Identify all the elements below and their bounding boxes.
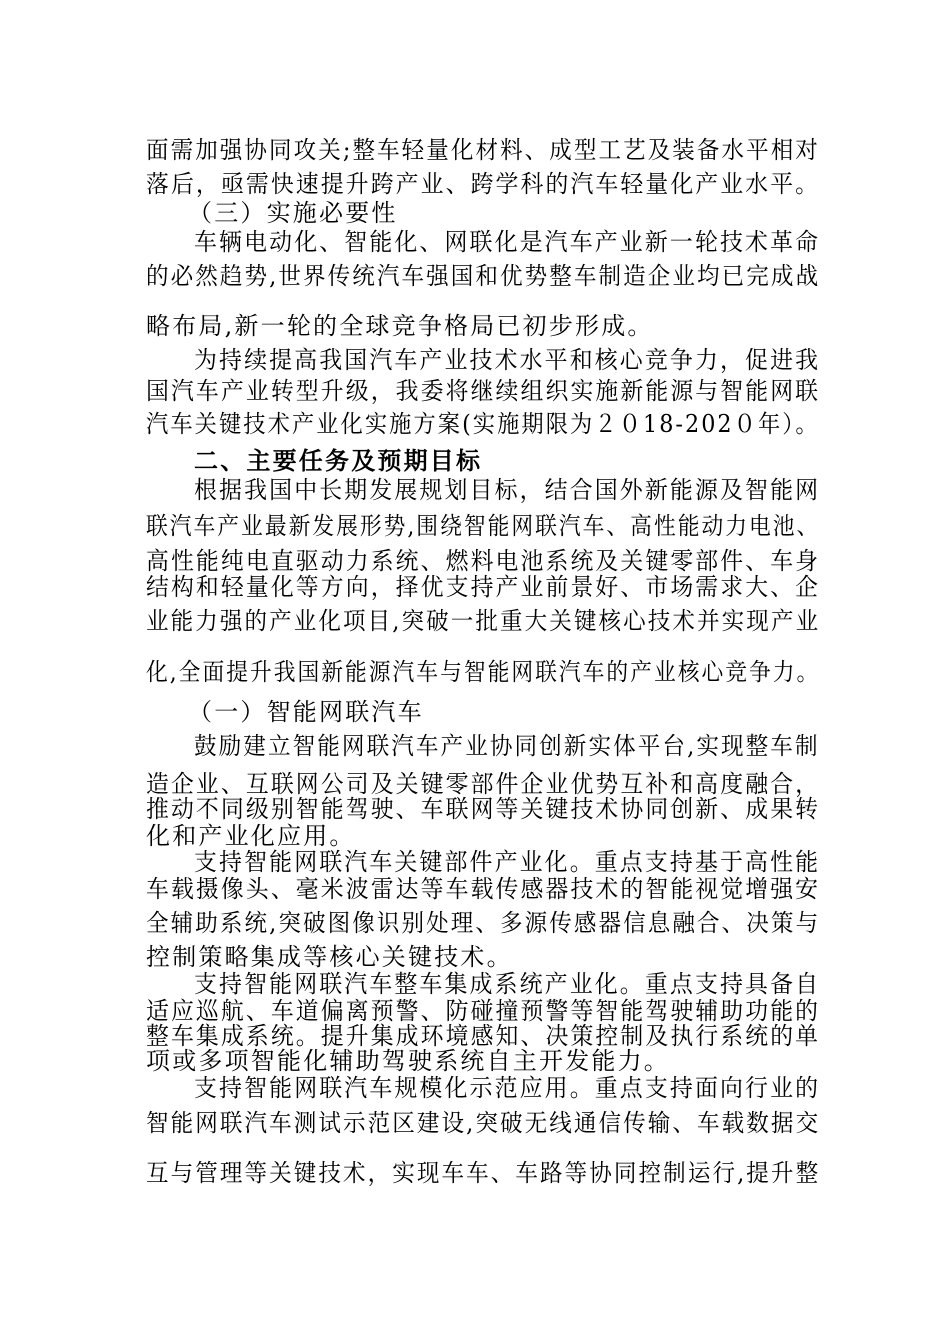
text-line: 面需加强协同攻关;整车轻量化材料、成型工艺及装备水平相对 (146, 136, 820, 164)
text-line: 联汽车产业最新发展形势,围绕智能网联汽车、高性能动力电池、 (146, 512, 821, 540)
text-line: 控制策略集成等核心关键技术。 (146, 943, 513, 971)
text-line: 业能力强的产业化项目,突破一批重大关键核心技术并实现产业 (146, 607, 821, 635)
text-line: 落后，亟需快速提升跨产业、跨学科的汽车轻量化产业水平。 (146, 170, 821, 198)
text-line: 适应巡航、车道偏离预警、防碰撞预警等智能驾驶辅助功能的 (146, 997, 821, 1025)
text-line: 为持续提高我国汽车产业技术水平和核心竞争力，促进我 (194, 346, 821, 374)
text-line: 支持智能网联汽车规模化示范应用。重点支持面向行业的 (194, 1074, 821, 1102)
text-line: 国汽车产业转型升级，我委将继续组织实施新能源与智能网联 (146, 377, 821, 405)
text-line: 造企业、互联网公司及关键零部件企业优势互补和高度融合， (146, 770, 821, 798)
chapter-heading: 二、主要任务及预期目标 (194, 446, 483, 475)
text-line: 鼓励建立智能网联汽车产业协同创新实体平台,实现整车制 (194, 732, 820, 760)
text-line: 推动不同级别智能驾驶、车联网等关键技术协同创新、成果转 (146, 795, 821, 823)
section-heading: （一）智能网联汽车 (188, 698, 424, 726)
text-line: 支持智能网联汽车整车集成系统产业化。重点支持具备自 (194, 970, 821, 998)
text-line: 整车集成系统。提升集成环境感知、决策控制及执行系统的单 (146, 1022, 821, 1050)
text-line: 根据我国中长期发展规划目标，结合国外新能源及智能网 (194, 476, 821, 504)
text-line: 的必然趋势,世界传统汽车强国和优势整车制造企业均已完成战 (146, 262, 821, 290)
text-line: 项或多项智能化辅助驾驶系统自主开发能力。 (146, 1047, 670, 1075)
text-line: 高性能纯电直驱动力系统、燃料电池系统及关键零部件、车身 (146, 547, 821, 575)
text-line: 车载摄像头、毫米波雷达等车载传感器技术的智能视觉增强安 (146, 875, 821, 903)
text-line: 化,全面提升我国新能源汽车与智能网联汽车的产业核心竞争力。 (146, 658, 821, 686)
text-line: 支持智能网联汽车关键部件产业化。重点支持基于高性能 (194, 848, 821, 876)
text-line: 汽车关键技术产业化实施方案(实施期限为２０18-202０年）。 (146, 410, 820, 438)
text-line: 略布局,新一轮的全球竞争格局已初步形成。 (146, 312, 654, 340)
text-line: 全辅助系统,突破图像识别处理、多源传感器信息融合、决策与 (146, 909, 821, 937)
text-line: 智能网联汽车测试示范区建设,突破无线通信传输、车载数据交 (146, 1109, 821, 1137)
text-line: 互与管理等关键技术，实现车车、车路等协同控制运行,提升整 (146, 1159, 821, 1187)
text-line: 结构和轻量化等方向，择优支持产业前景好、市场需求大、企 (146, 573, 821, 601)
text-line: 化和产业化应用。 (146, 822, 356, 850)
section-heading: （三）实施必要性 (188, 199, 398, 227)
text-line: 车辆电动化、智能化、网联化是汽车产业新一轮技术革命 (194, 228, 821, 256)
